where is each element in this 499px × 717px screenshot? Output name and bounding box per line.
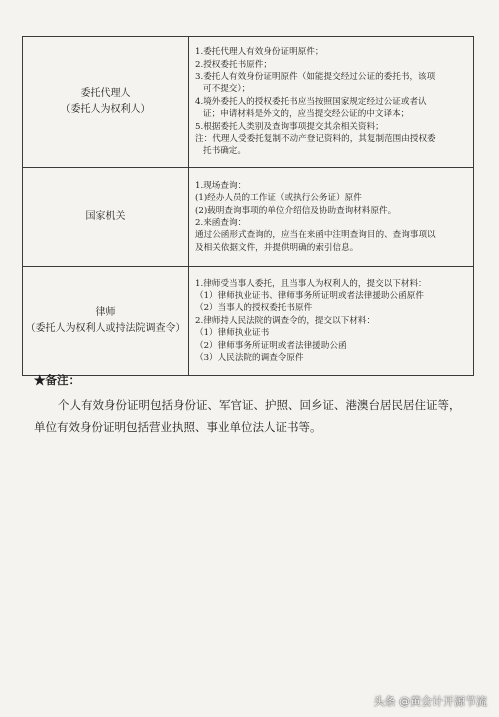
requirements-table [22,36,474,376]
notes-title: ★备注： [34,373,80,387]
content-line: （1）律师执业证书 [195,328,270,339]
content-line: 及相关依据文件，并提供明确的索引信息。 [195,242,359,253]
content-line: 证；申请材料是外文的，应当提交经公证的中文译本； [203,109,410,120]
content-line: 通过公函形式查询的，应当在来函中注明查询目的、查询事项以 [195,230,436,241]
content-line: (1)经办人员的工作证（或执行公务证）原件 [195,193,362,204]
table-row [23,168,474,267]
content-line: （2）当事人的授权委托书原件 [195,303,313,314]
content-line: 2.律师持人民法院的调查令的，提交以下材料： [195,315,376,326]
row-label-line: 国家机关 [85,211,126,222]
row-label-lawyer [23,267,189,376]
table-row [23,267,474,376]
table-row [23,37,474,168]
content-line: 4.境外委托人的授权委托书应当按照国家规定经过公证或者认 [195,96,427,107]
notes-paragraph: 单位有效身份证明包括营业执照、事业单位法人证书等。 [34,420,322,434]
notes-section [34,372,474,438]
row-label-line: 律师 [95,307,116,318]
content-line: （1）律师执业证书、律师事务所证明或者法律援助公函原件 [195,290,424,301]
notes-paragraph: 个人有效身份证明包括身份证、军官证、护照、回乡证、港澳台居民居住证等， [58,398,461,412]
content-line: （2）律师事务所证明或者法律援助公函 [195,340,347,351]
content-line: (2)载明查询事项的单位介绍信及协助查询材料原件。 [195,205,397,216]
content-line: 1.律师受当事人委托，且当事人为权利人的，提交以下材料： [195,278,427,289]
content-line: 2.授权委托书原件； [195,59,272,70]
row-label-agent [23,37,189,168]
row-label-line: （委托人为权利人或持法院调查令） [25,323,186,334]
content-line: 1.现场查询： [195,180,247,191]
row-label-line: （委托人为权利人） [60,104,151,115]
row-content-lawyer [189,267,474,376]
row-content-agent [189,37,474,168]
row-label-line: 委托代理人 [80,88,131,99]
content-line: 1.委托代理人有效身份证明原件； [195,47,324,58]
content-line: 5.根据委托人类别及查询事项提交其余相关资料； [195,121,384,132]
content-line: 3.委托人有效身份证明原件（如能提交经过公证的委托书，该项 [195,71,436,82]
row-label-gov [23,168,189,267]
content-line: 注：代理人受委托复制不动产登记资料的，其复制范围由授权委 [195,134,436,145]
content-line: 托书确定。 [203,146,246,157]
content-line: 2.来函查询： [195,218,247,228]
watermark: 头条 @黄会计开源节流 [373,695,487,708]
content-line: 可不提交）； [203,84,251,95]
content-line: （3）人民法院的调查令原件 [195,353,304,364]
row-content-gov [189,168,474,267]
